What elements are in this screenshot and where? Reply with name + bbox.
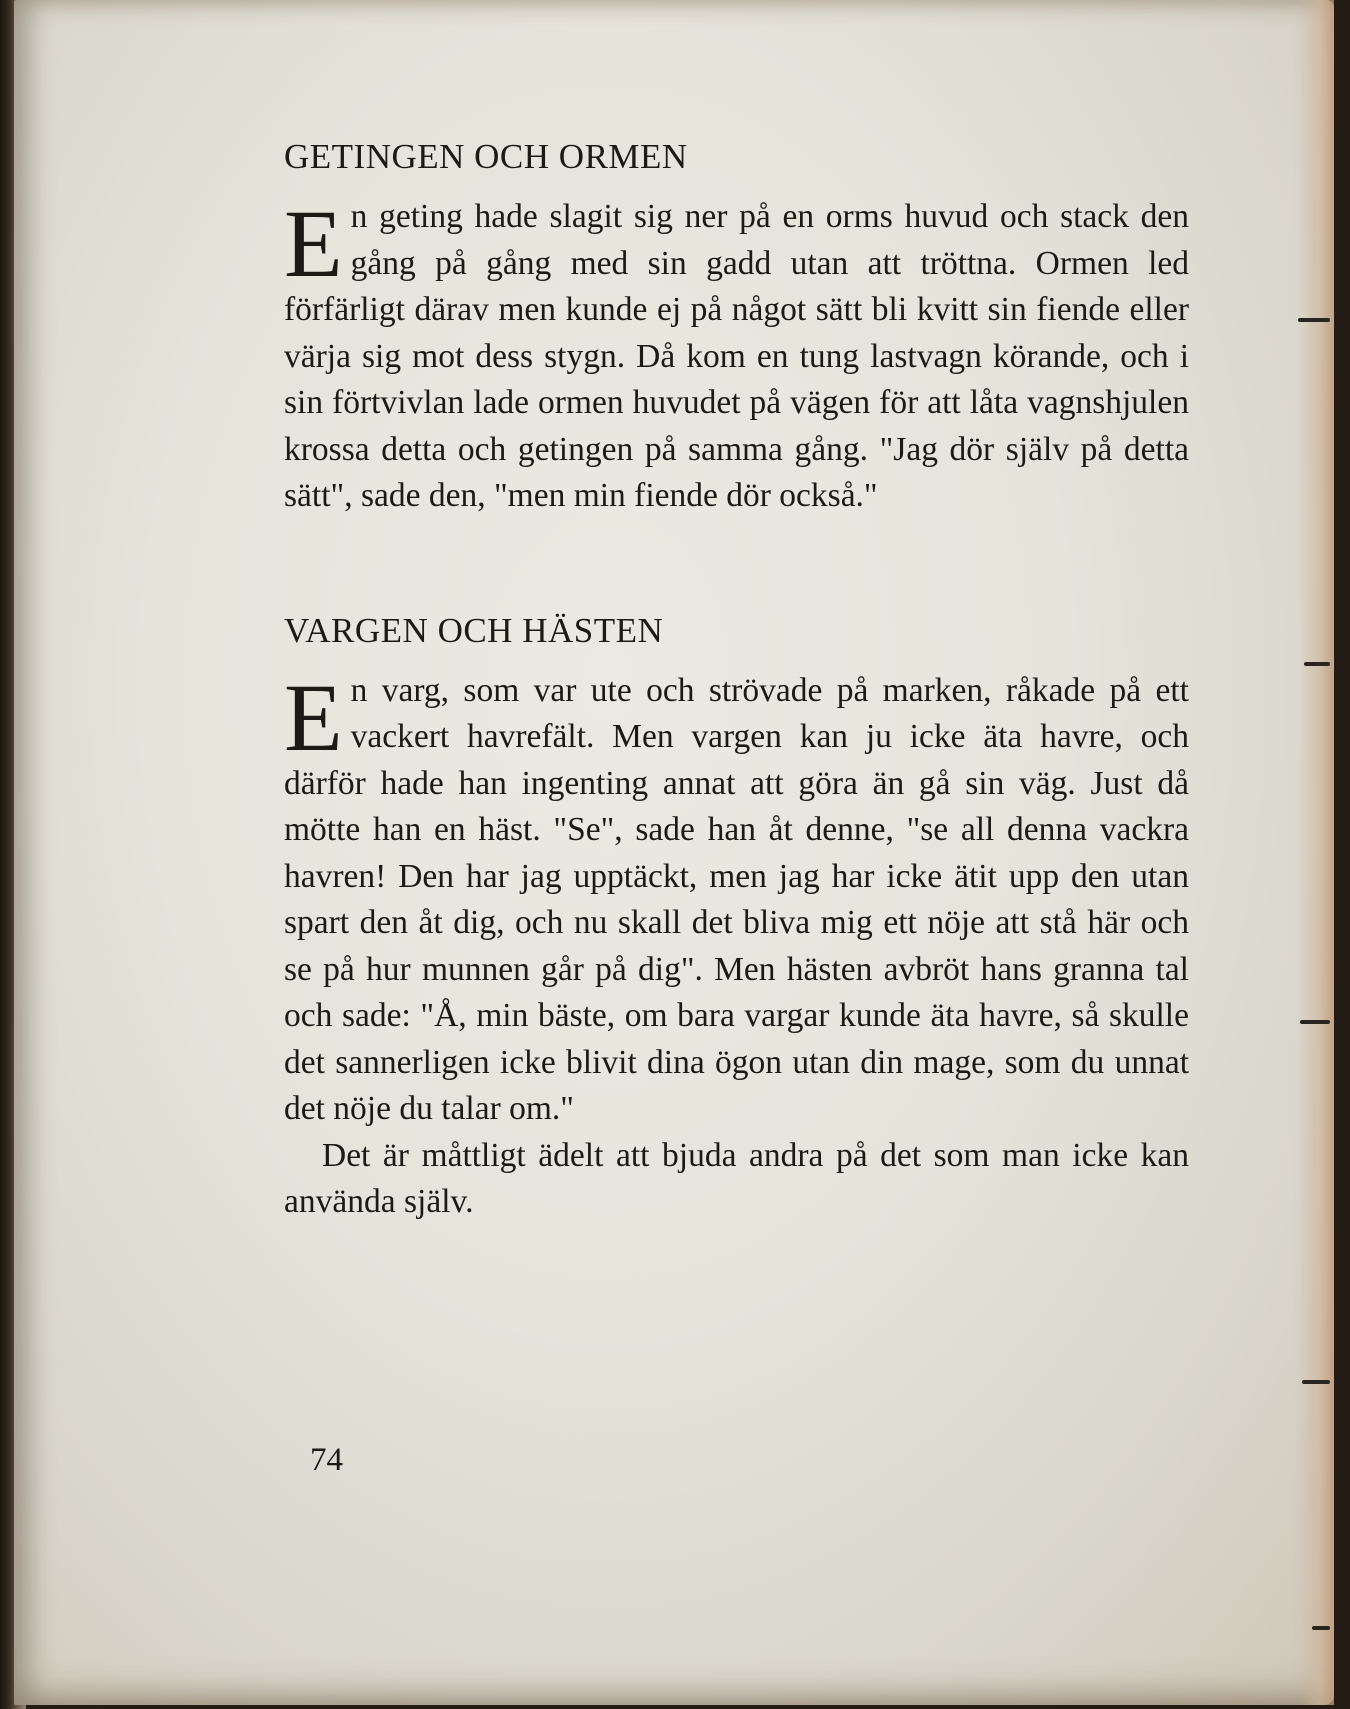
fable-getingen-och-ormen bbox=[284, 132, 1189, 520]
drop-cap: E bbox=[284, 663, 343, 771]
binding-tick bbox=[1298, 318, 1330, 322]
fable-moral: Det är måttligt ädelt att bjuda andra på det som man icke kan använda själv. bbox=[284, 1136, 1189, 1220]
binding-tick bbox=[1312, 1626, 1330, 1630]
fable-body bbox=[284, 663, 1189, 1133]
binding-tick bbox=[1302, 1380, 1330, 1384]
page-right-edge bbox=[1298, 0, 1334, 1705]
binding-tick bbox=[1304, 662, 1330, 666]
page-number: 74 bbox=[310, 1442, 343, 1478]
fable-body bbox=[284, 190, 1189, 520]
binding-tick bbox=[1300, 1020, 1330, 1024]
fable-title: VARGEN OCH HÄSTEN bbox=[284, 610, 664, 650]
fable-vargen-och-hasten bbox=[284, 606, 1189, 1226]
drop-cap: E bbox=[284, 190, 343, 297]
book-page bbox=[14, 0, 1334, 1705]
fable-text: n varg, som var ute och strövade på marken, råkade på ett vackert havrefält. Men vargen kan ju icke äta havre, och därför hade han ingenting annat att göra än gå sin väg. Just då mötte han en häst. "Se", sade han åt denne, "se all denna vackra havren! Den har jag upptäckt, men jag har icke ätit upp den utan spart den åt dig, och nu skall det bliva mig ett nöje att stå här och se på hur munnen går på dig". Men hästen avbröt hans granna tal och sade: "Å, min bäste, om bara vargar kunde äta havre, så skulle det sannerligen icke blivit dina ögon utan din mage, som du unnat det nöje du talar om." bbox=[284, 671, 1189, 1127]
page-text bbox=[284, 132, 1189, 1226]
fable-title: GETINGEN OCH ORMEN bbox=[284, 137, 688, 176]
fable-text: n geting hade slagit sig ner på en orms huvud och stack den gång på gång med sin gadd utan att tröttna. Ormen led förfärligt därav men kunde ej på något sätt bli kvitt sin fiende eller värja sig mot dess stygn. Då kom en tung lastvagn körande, och i sin förtvivlan lade ormen huvudet på vägen för att låta vagnshjulen krossa detta och getingen på samma gång. "Jag dör själv på detta sätt", sade den, "men min fiende dör också." bbox=[284, 198, 1189, 514]
